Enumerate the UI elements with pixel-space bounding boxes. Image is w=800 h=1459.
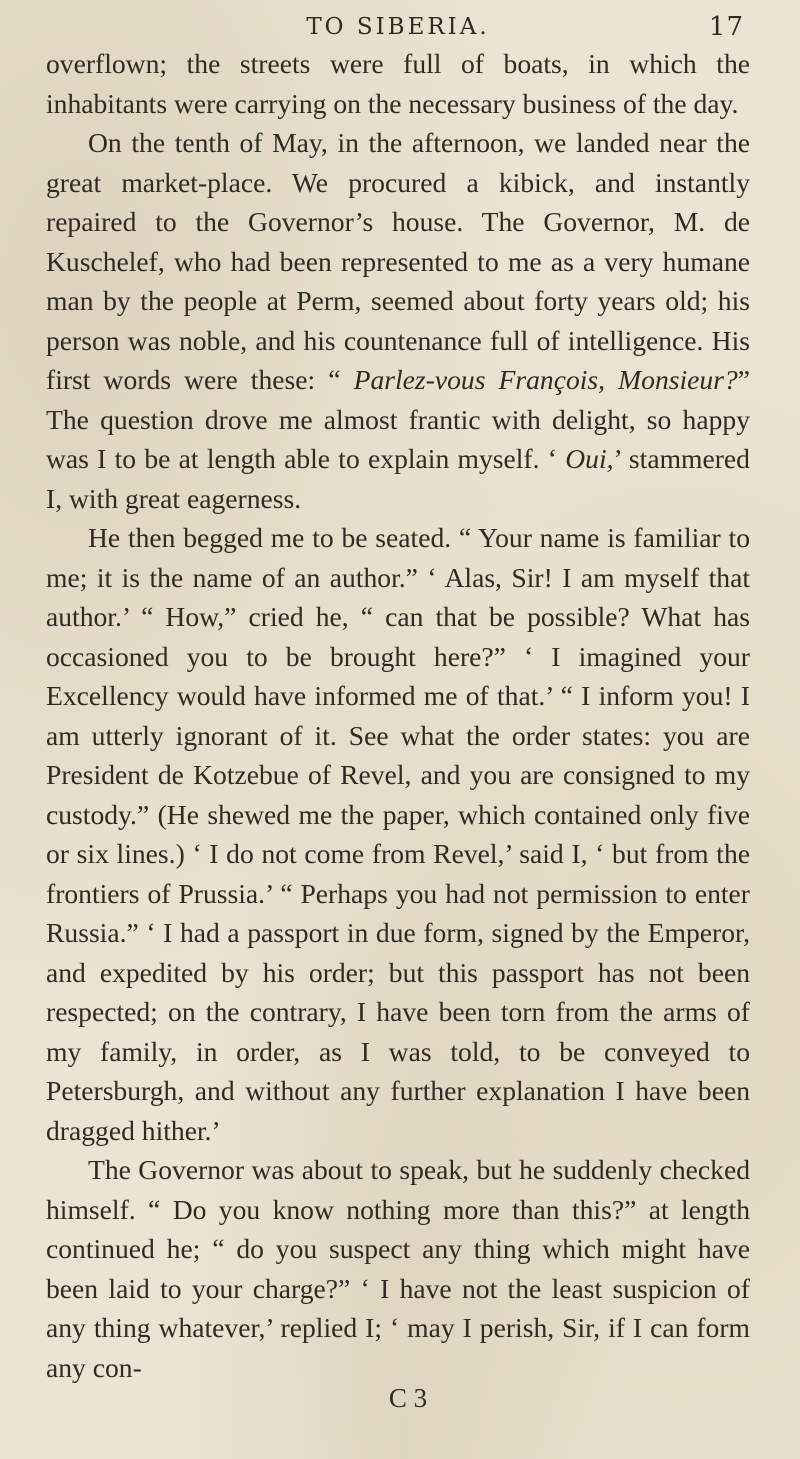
- page-number: 17: [708, 12, 744, 42]
- text-span: He then begged me to be seated. “ Your name is familiar to me; it is the name of an author.” ‘ Alas, Sir! I am myself that author.’ “ How,” cried he, “ can that be possible? What has occasioned you to be brought here?” ‘ I imagined your Excellency would have informed me of that.’ “ I inform you! I am utterly ignorant of it. See what the order states: you are President de Kotzebue of Revel, and you are consigned to my custody.” (He shewed me the paper, which contained only five or six lines.) ‘ I do not come from Revel,’ said I, ‘ but from the frontiers of Prussia.’ “ Perhaps you had not permission to enter Russia.” ‘ I had a passport in due form, signed by the Emperor, and expedited by his order; but this passport has not been respected; on the contrary, I have been torn from the arms of my family, in order, as I was told, to be conveyed to Petersburgh, and without any further explanation I have been dragged hither.’: [46, 522, 750, 1146]
- text-span: overflown; the streets were full of boats, in which the inhabitants were carrying on the necessary business of the day.: [46, 48, 750, 119]
- italic-text: Oui,: [565, 443, 614, 474]
- running-head: [46, 8, 750, 44]
- signature-mark: C 3: [388, 1383, 428, 1413]
- text-span: On the tenth of May, in the afternoon, we landed near the great market-place. We procured a kibick, and instantly repaired to the Governor’s house. The Governor, M. de Kuschelef, who had been represented to me as a very humane man by the people at Perm, seemed about forty years old; his person was noble, and his countenance full of intelligence. His first words were these: “: [46, 127, 750, 395]
- italic-text: Parlez-vous François, Monsieur?: [353, 364, 738, 395]
- text-span: The Governor was about to speak, but he suddenly checked himself. “ Do you know nothing more than this?” at length continued he; “ do you suspect any thing which might have been laid to your charge?” ‘ I have not the least suspicion of any thing whatever,’ replied I; ‘ may I perish, Sir, if I can form any con-: [46, 1154, 750, 1383]
- paragraph: [46, 123, 750, 518]
- paragraph: [46, 518, 750, 1150]
- text-span: ” The question drove me almost frantic with delight, so happy was I to be at length able to explain myself. ‘: [46, 364, 750, 474]
- paragraph: [46, 44, 750, 123]
- running-title: TO SIBERIA.: [306, 14, 490, 40]
- paragraph: [46, 1150, 750, 1387]
- body-text: [46, 44, 750, 1387]
- text-span: ’ stammered I, with great eagerness.: [46, 443, 750, 514]
